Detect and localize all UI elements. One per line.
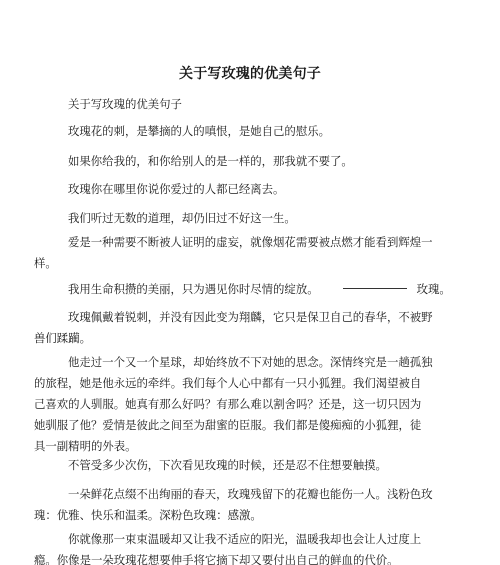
paragraph-12 bbox=[34, 529, 470, 565]
paragraph-line: 你就像那一束束温暖却又让我不适应的阳光，温暖我却也会让人过度上 bbox=[68, 532, 422, 546]
paragraph-suffix: 玫瑰。 bbox=[416, 282, 451, 296]
paragraph-5 bbox=[34, 208, 470, 229]
dash-separator bbox=[343, 288, 407, 289]
paragraph-6 bbox=[34, 232, 470, 274]
paragraph-line: 具一副精明的外表。 bbox=[34, 439, 137, 453]
paragraph-line: 我们听过无数的道理，却仍旧过不好这一生。 bbox=[68, 211, 296, 225]
paragraph-line: 不管受多少次伤，下次看见玫瑰的时候，还是忍不住想要触摸。 bbox=[68, 458, 387, 472]
paragraph-line: 玫瑰你在哪里你说你爱过的人都已经离去。 bbox=[68, 182, 285, 196]
paragraph-line: 他走过一个又一个星球，却始终放不下对她的思念。深情终究是一趟孤独 bbox=[68, 355, 433, 369]
paragraph-line: 玫瑰佩戴着锐刺，并没有因此变为翔麟，它只是保卫自己的春华，不被野 bbox=[68, 310, 433, 324]
paragraph-line bbox=[34, 279, 470, 300]
paragraph-line: 样。 bbox=[34, 256, 57, 270]
paragraph-1 bbox=[34, 94, 470, 115]
paragraph-line: 瑰：优雅、快乐和温柔。深粉色玫瑰：感激。 bbox=[34, 508, 262, 522]
paragraph-10 bbox=[34, 455, 470, 476]
paragraph-line: 己喜欢的人驯服。她真有那么好吗？有那么难以割舍吗？还是，这一切只因为 bbox=[34, 397, 422, 411]
paragraph-4 bbox=[34, 179, 470, 200]
paragraph-line: 关于写玫瑰的优美句子 bbox=[68, 97, 182, 111]
paragraph-11 bbox=[34, 484, 470, 526]
paragraph-line: 如果你给我的，和你给别人的是一样的，那我就不要了。 bbox=[68, 154, 353, 168]
paragraph-2 bbox=[34, 121, 470, 142]
paragraph-line: 玫瑰花的刺，是攀摘的人的嗔恨，是她自己的慰乐。 bbox=[68, 124, 330, 138]
paragraph-7 bbox=[34, 279, 470, 300]
paragraph-line: 她驯服了他？爱情是彼此之间至为甜蜜的臣服。我们都是傻痴痴的小狐狸，徒 bbox=[34, 418, 422, 432]
paragraph-line: 一朵鲜花点缀不出绚丽的春天，玫瑰残留下的花瓣也能伤一人。浅粉色玫 bbox=[68, 487, 433, 501]
paragraph-3 bbox=[34, 151, 470, 172]
article-title: 关于写玫瑰的优美句子 bbox=[179, 66, 321, 82]
paragraph-line: 兽们蹂躏。 bbox=[34, 331, 91, 345]
paragraph-line: 爱是一种需要不断被人证明的虚妄，就像烟花需要被点燃才能看到辉煌一 bbox=[68, 235, 433, 249]
paragraph-line: 的旅程，她是他永远的牵绊。我们每个人心中都有一只小狐狸。我们渴望被自 bbox=[34, 376, 422, 390]
paragraph-text: 我用生命积攒的美丽，只为遇见你时尽情的绽放。 bbox=[68, 282, 319, 296]
paragraph-9 bbox=[34, 352, 470, 457]
paragraph-line: 瘾。你像是一朵玫瑰花想要伸手将它摘下却又要付出自己的鲜血的代价。 bbox=[34, 553, 399, 565]
paragraph-8 bbox=[34, 307, 470, 349]
